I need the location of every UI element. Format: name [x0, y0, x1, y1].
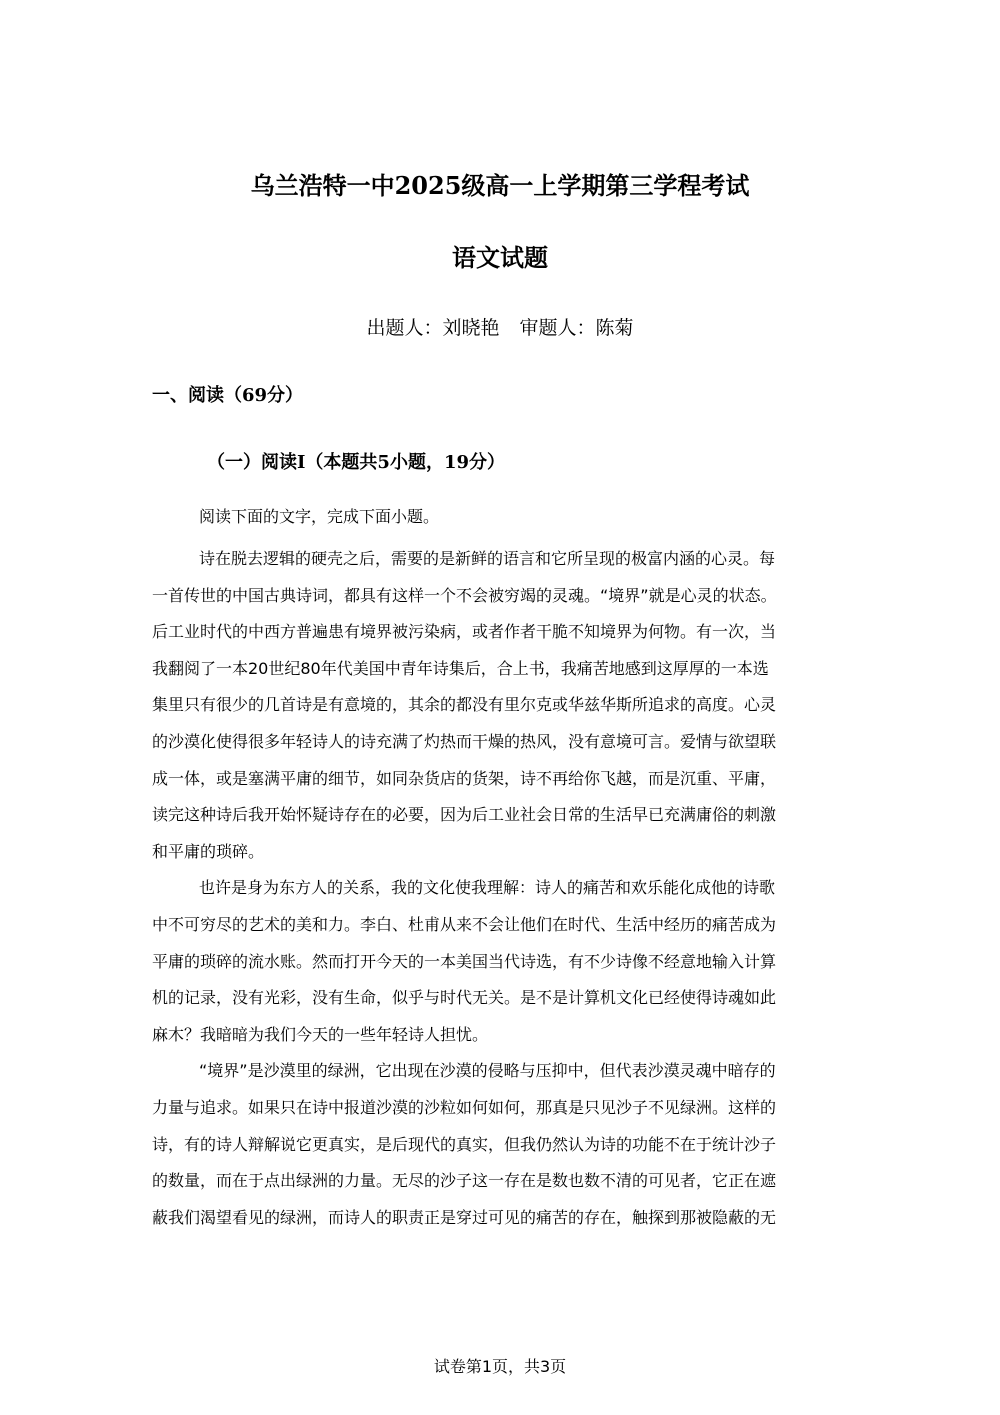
authors-line	[0, 314, 1000, 342]
page-title: 乌兰浩特一中2025级高一上学期第三学程考试	[250, 171, 750, 200]
passage-paragraph-3	[152, 1053, 852, 1236]
page-footer: 试卷第1页，共3页	[433, 1357, 567, 1376]
passage-line: 也许是身为东方人的关系，我的文化使我理解：诗人的痛苦和欢乐能化成他的诗歌	[199, 878, 776, 898]
passage-line: 蔽我们渴望看见的绿洲，而诗人的职责正是穿过可见的痛苦的存在，触探到那被隐蔽的无	[152, 1207, 777, 1227]
passage-line: 的沙漠化使得很多年轻诗人的诗充满了灼热而干燥的热风，没有意境可言。爱情与欲望联	[152, 731, 777, 751]
passage-line: 一首传世的中国古典诗词，都具有这样一个不会被穷竭的灵魂。“境界”就是心灵的状态。	[152, 585, 777, 605]
passage-line: 后工业时代的中西方普遍患有境界被污染病，或者作者干脆不知境界为何物。有一次，当	[152, 622, 777, 642]
reading-passage	[152, 541, 852, 1236]
passage-line: 读完这种诗后我开始怀疑诗存在的必要，因为后工业社会日常的生活早已充满庸俗的刺激	[152, 805, 777, 825]
passage-line: 诗在脱去逻辑的硬壳之后，需要的是新鲜的语言和它所呈现的极富内涵的心灵。每	[199, 549, 776, 568]
passage-line: 中不可穷尽的艺术的美和力。李白、杜甫从来不会让他们在时代、生活中经历的痛苦成为	[152, 914, 777, 934]
passage-line: 麻木？我暗暗为我们今天的一些年轻诗人担忧。	[152, 1024, 489, 1044]
passage-line: 诗，有的诗人辩解说它更真实，是后现代的真实，但我仍然认为诗的功能不在于统计沙子	[152, 1134, 777, 1154]
subsection-heading: （一）阅读Ⅰ（本题共5小题，19分）	[207, 452, 505, 473]
passage-line: 成一体，或是塞满平庸的细节，如同杂货店的货架，诗不再给你飞越，而是沉重、平庸，	[152, 768, 777, 788]
page-subtitle: 语文试题	[452, 243, 548, 272]
setter-credit: 出题人：刘晓艳	[366, 317, 500, 339]
passage-paragraph-1	[152, 541, 852, 870]
passage-line: 的数量，而在于点出绿洲的力量。无尽的沙子这一存在是数也数不清的可见者，它正在遮	[152, 1171, 777, 1191]
passage-line: 我翻阅了一本20世纪80年代美国中青年诗集后，合上书，我痛苦地感到这厚厚的一本选	[152, 658, 769, 678]
section-heading: 一、阅读（69分）	[152, 385, 304, 406]
passage-line: 力量与追求。如果只在诗中报道沙漠的沙粒如何如何，那真是只见沙子不见绿洲。这样的	[152, 1097, 777, 1117]
passage-line: 机的记录，没有光彩，没有生命，似乎与时代无关。是不是计算机文化已经使得诗魂如此	[152, 988, 777, 1008]
passage-line: “境界”是沙漠里的绿洲，它出现在沙漠的侵略与压抑中，但代表沙漠灵魂中暗存的	[199, 1061, 776, 1081]
passage-line: 平庸的琐碎的流水账。然而打开今天的一本美国当代诗选，有不少诗像不经意地输入计算	[152, 951, 777, 971]
passage-line: 集里只有很少的几首诗是有意境的，其余的都没有里尔克或华兹华斯所追求的高度。心灵	[152, 695, 777, 715]
reading-instruction: 阅读下面的文字，完成下面小题。	[199, 507, 440, 526]
passage-paragraph-2	[152, 870, 852, 1053]
passage-line: 和平庸的琐碎。	[152, 841, 265, 861]
reviewer-credit: 审题人：陈菊	[519, 317, 634, 339]
